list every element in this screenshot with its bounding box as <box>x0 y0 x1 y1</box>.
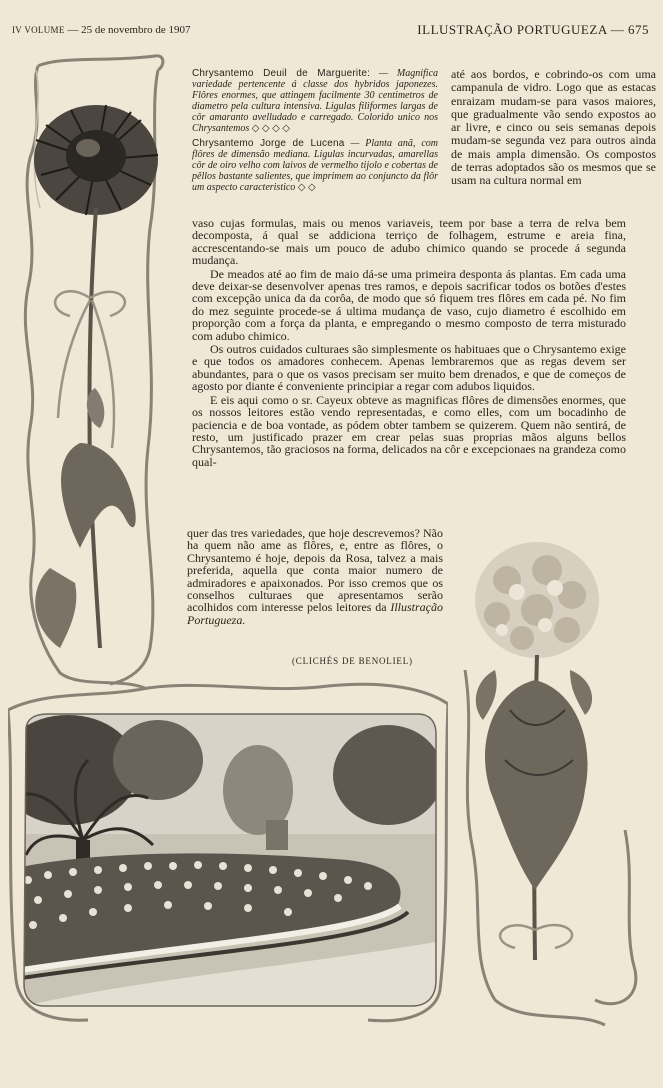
body-continuation-text: quer das tres variedades, que hoje descrevemos? Não ha quem não ame as flôres, e, entre as flôres, o Chrysantemo é hoje, depois da Rosa, talvez a mais preferida, aquella que conta maior numero de admiradores e apaixonados. Por isso cremos que os conselhos culturaes que apresentamos serão acolhidos com interesse pelos leitores da <box>187 526 443 615</box>
body-paragraph: E eis aqui como o sr. Cayeux obteve as magnificas flôres de dimensões enormes, que os nossos leitores estão vendo representadas, e como elles, com um bocadinho de paciencia e de boa vontade, as pódem obter tambem se quizerem. Quem não sentirá, de resto, um justificado prazer em crear pelas suas proprias mãos alguns bellos Chrysantemos, tão graciosos na forma, delicados na côr e excepcionaes na grandeza como qual- <box>192 392 626 469</box>
body-paragraph: Os outros cuidados culturaes são simplesmente os habituaes que o Chrysantemo exige e que todos os amadores conhecem. Apenas lembraremos que as regas devem ser abundantes, para o que os vasos precisam ser muito bem drenados, e que de começos de agosto por diante é conveniente principiar a regar com adubos liquidos. <box>192 342 626 394</box>
body-paragraph: vaso cujas formulas, mais ou menos variaveis, teem por base a terra de relva bem decomposta, á qual se addiciona terriço de folhagem, estrume e areia fina, accrescentando-se mais um pouco de adubo chimico quando se procede á segunda mudança. <box>192 216 626 268</box>
caption-title: Chrysantemo Deuil de Marguerite: <box>192 68 371 79</box>
flower-captions <box>192 68 438 197</box>
right-column-text <box>451 68 656 188</box>
caption-deuil-de-marguerite <box>192 68 438 134</box>
chrysanthemum-pale-illustration <box>455 530 650 1030</box>
article-body <box>192 217 626 469</box>
header-date: — 25 de novembro de 1907 <box>67 24 191 36</box>
caption-description: — Magnifica variedade pertencente á classe dos hybridos japonezes. Flôres enormes, que attingem facilmente 30 centimetros de diametro pela cultura intensiva. Ligulas filiformes largas de côr amaranto avelludado e carregado. Colorido unico nos Chrysantemos ◇ ◇ ◇ ◇ <box>192 68 439 134</box>
chrysanthemum-dark-illustration <box>0 48 180 688</box>
caption-title: Chrysantemo Jorge de Lucena <box>192 138 345 149</box>
magazine-name: Illustração Portugueza. <box>187 600 443 627</box>
header-title: ILLUSTRAÇÃO PORTUGUEZA — 675 <box>417 22 649 37</box>
body-paragraph: De meados até ao fim de maio dá-se uma primeira desponta ás plantas. Em cada uma deve deixar-se desenvolver apenas tres ramos, e depois sacrificar todos os botões d'estes com excepção unica da da corôa, de modo que só fiquem tres flôres em cada pé. No fim do mez seguinte procede-se á ultima mudança de vaso, cujo diametro é escolhido em proporção com a força da planta, e empregando o mesmo composto de terra misturado com adubo chimico. <box>192 266 626 343</box>
right-column-paragraph: até aos bordos, e cobrindo-os com uma campanula de vidro. Logo que as estacas enraizam mudam-se para vasos maiores, que gradualmente vão sendo expostos ao ar livre, e cinco ou seis semanas depois mudam-se segunda vez para outros ainda de mais ampla dimensão. Os compostos de terras adoptados são os mesmos que se usam na cultura normal em <box>451 67 656 188</box>
caption-description: — Planta anã, com flôres de dimensão mediana. Ligulas incurvadas, amarellas côr de oiro velho com laivos de vermelho tijolo e cobertas de pêllos bastante salientes, que imprimem ao conjuncto da flôr um aspecto caracteristico ◇ ◇ <box>192 138 439 193</box>
caption-jorge-de-lucena <box>192 138 438 193</box>
page-header <box>12 22 649 42</box>
article-body-continuation <box>187 527 443 626</box>
photo-credits: (CLICHÉS DE BENOLIEL) <box>292 656 413 666</box>
header-volume-date <box>12 24 191 36</box>
header-volume: IV VOLUME <box>12 25 65 35</box>
garden-photograph <box>8 680 448 1025</box>
